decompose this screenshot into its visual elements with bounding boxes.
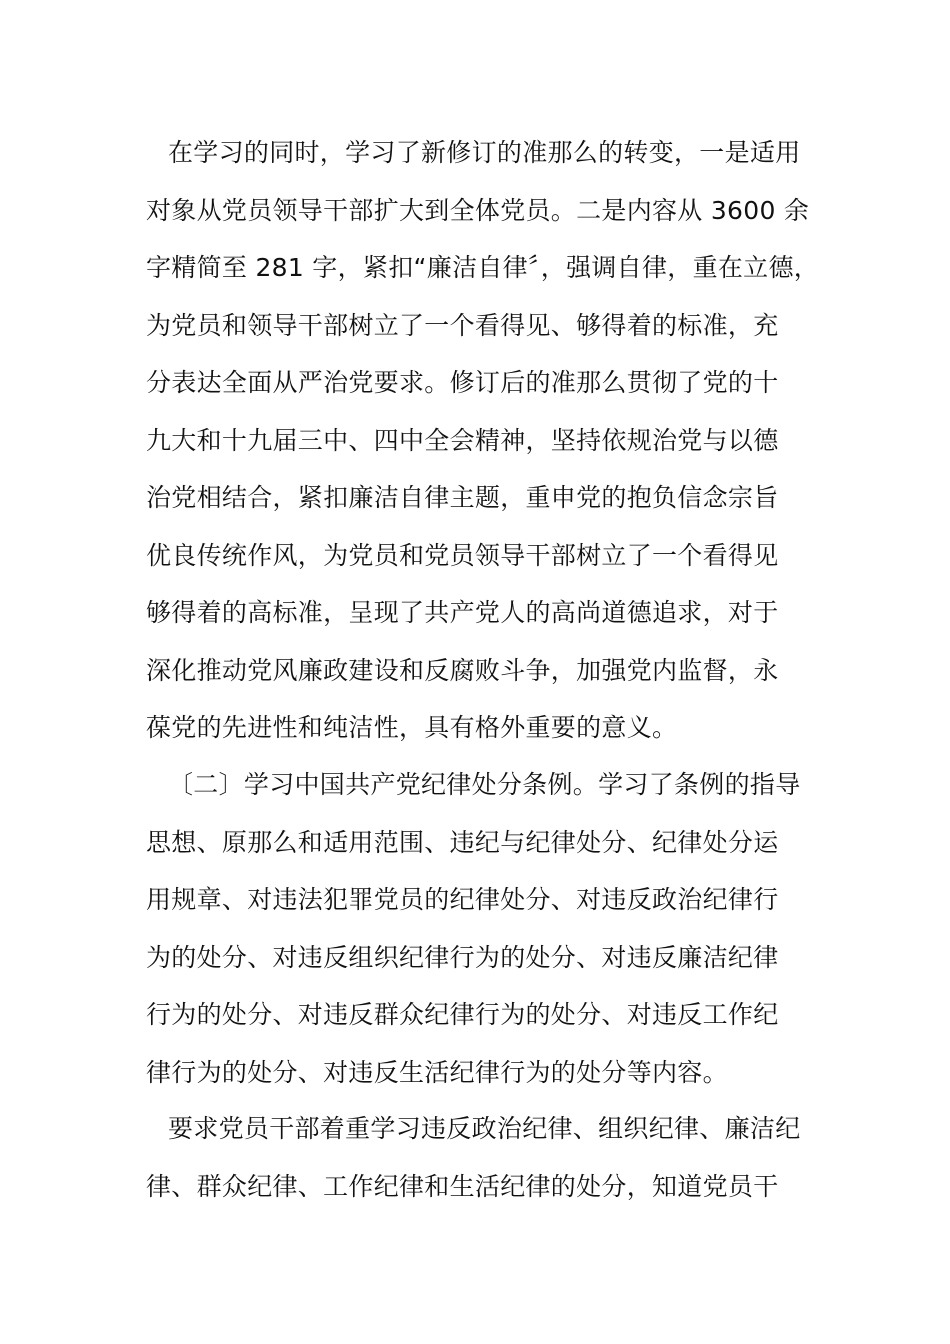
paragraph-discipline-standards <box>146 124 836 757</box>
text-line: 用规章、对违法犯罪党员的纪律处分、对违反政治纪律行 <box>146 885 779 914</box>
text-line: 优良传统作风，为党员和党员领导干部树立了一个看得见 <box>146 540 779 570</box>
text-line: 分表达全面从严治党要求。修订后的准那么贯彻了党的十 <box>146 368 779 397</box>
paragraph-study-requirements <box>146 1100 836 1215</box>
text-line: 九大和十九届三中、四中全会精神，坚持依规治党与以德 <box>146 425 779 455</box>
paragraph-disciplinary-regulations <box>146 756 836 1101</box>
text-line: 对象从党员领导干部扩大到全体党员。二是内容从 3600 余 <box>146 195 810 225</box>
text-line: 为的处分、对违反组织纪律行为的处分、对违反廉洁纪律 <box>146 942 779 972</box>
text-line: 律行为的处分、对违反生活纪律行为的处分等内容。 <box>146 1057 728 1087</box>
text-line: 行为的处分、对违反群众纪律行为的处分、对违反工作纪 <box>146 1000 779 1029</box>
text-line: 在学习的同时，学习了新修订的准那么的转变，一是适用 <box>168 138 801 167</box>
text-line: 治党相结合，紧扣廉洁自律主题，重申党的抱负信念宗旨 <box>146 483 779 512</box>
text-line: 要求党员干部着重学习违反政治纪律、组织纪律、廉洁纪 <box>168 1114 801 1143</box>
text-line: 律、群众纪律、工作纪律和生活纪律的处分，知道党员干 <box>146 1171 779 1201</box>
text-line: 够得着的高标准，呈现了共产党人的高尚道德追求，对于 <box>146 598 779 627</box>
text-line: 深化推动党风廉政建设和反腐败斗争，加强党内监督，永 <box>146 655 779 685</box>
text-line: 〔二〕学习中国共产党纪律处分条例。学习了条例的指导 <box>168 770 801 799</box>
text-line: 葆党的先进性和纯洁性，具有格外重要的意义。 <box>146 713 678 742</box>
text-line: 字精简至 281 字，紧扣“廉洁自律〞，强调自律，重在立德， <box>146 253 820 282</box>
text-line: 为党员和领导干部树立了一个看得见、够得着的标准，充 <box>146 310 779 340</box>
text-line: 思想、原那么和适用范围、违纪与纪律处分、纪律处分运 <box>146 827 779 857</box>
